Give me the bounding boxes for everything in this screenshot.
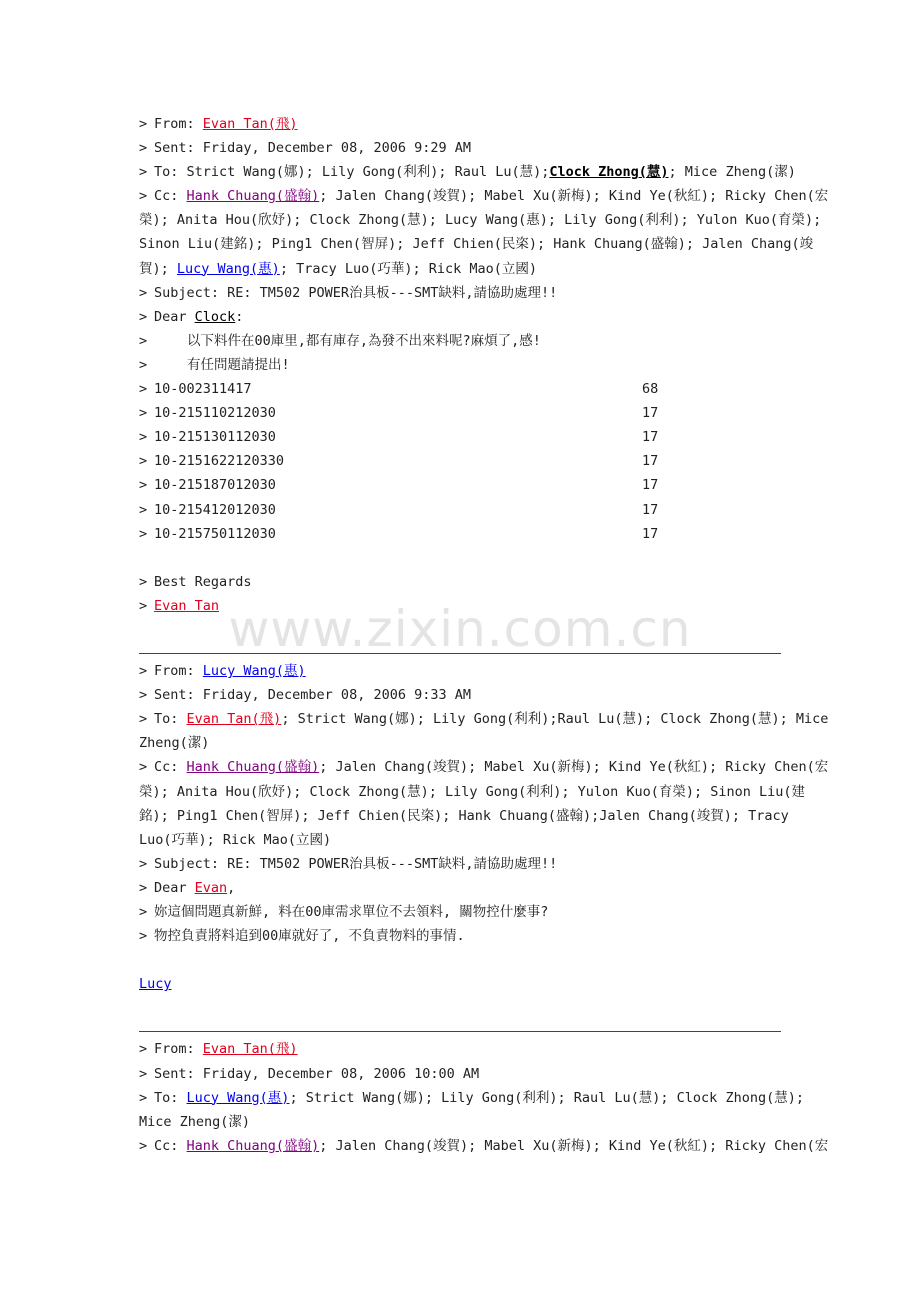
email1-body-line: > 以下料件在00庫里,都有庫存,為發不出來料呢?麻煩了,感! — [139, 332, 541, 349]
email1-regards-line: > Best Regards — [139, 573, 252, 590]
email1-cc-link2[interactable]: Lucy Wang(惠) — [176, 260, 280, 277]
watermark: www.zixin.com.cn — [228, 600, 692, 658]
email2-from-line: > From: Lucy Wang(惠) — [139, 663, 306, 680]
email3-from-line: > From: Evan Tan(飛) — [139, 1041, 298, 1058]
part-qty: 17 — [642, 405, 659, 422]
part-qty: 17 — [642, 525, 659, 542]
email1-to-line: > To: Strict Wang(娜); Lily Gong(利利); Raul Lu(慧);Clock Zhong(慧); Mice Zheng(潔) — [139, 164, 796, 181]
part-row: > 10-2151622120330 17 — [139, 449, 829, 473]
email3-sent-line: > Sent: Friday, December 08, 2006 10:00 AM — [139, 1065, 480, 1082]
email1-to-link[interactable]: Clock Zhong(慧) — [549, 164, 669, 181]
part-row: > 10-215130112030 17 — [139, 425, 829, 449]
part-number: 10-215412012030 — [154, 501, 276, 518]
email2-to-line: > To: Evan Tan(飛); Strict Wang(娜); Lily Gong(利利);Raul Lu(慧); Clock Zhong(慧); Mice Zheng(潔) — [139, 711, 829, 752]
email2-subject-line: > Subject: RE: TM502 POWER治具板---SMT缺料,請協助處理!! — [139, 855, 558, 872]
part-row: > 10-215750112030 17 — [139, 522, 829, 546]
email3-to-link[interactable]: Lucy Wang(惠) — [186, 1089, 290, 1106]
part-qty: 17 — [642, 501, 659, 518]
part-number: 10-215750112030 — [154, 525, 276, 542]
email1-from-link[interactable]: Evan Tan(飛) — [202, 116, 298, 132]
part-number: 10-2151622120330 — [154, 453, 285, 470]
email2-to-link[interactable]: Evan Tan(飛) — [186, 711, 282, 728]
email1-cc-link[interactable]: Hank Chuang(盛翰) — [186, 188, 320, 205]
email2-body-line: > 物控負責將料追到00庫就好了, 不負責物料的事情. — [139, 928, 465, 945]
part-row: > 10-215412012030 17 — [139, 498, 829, 522]
email1-signature-line: > Evan Tan — [139, 597, 220, 614]
part-number: 10-215130112030 — [154, 429, 276, 446]
part-number: 10-215110212030 — [154, 405, 276, 422]
divider — [139, 653, 781, 654]
email-thread — [139, 112, 829, 1158]
part-number: 10-002311417 — [154, 381, 252, 398]
email1-cc-line: > Cc: Hank Chuang(盛翰); Jalen Chang(竣賀); Mabel Xu(新梅); Kind Ye(秋紅); Ricky Chen(宏榮); Anita Hou(欣妤); Clock Zhong(慧); Lucy Wang(惠); Lily Gong(利利); Yulon Kuo(育榮); Sinon Liu(建銘); Ping1 Chen(智屏); Jeff Chien(民栥); Hank Chuang(盛翰); Jalen Chang(竣賀); Lucy Wang(惠); Tracy Luo(巧華); Rick Mao(立國) — [139, 188, 829, 277]
email1-dear-link[interactable]: Clock — [194, 308, 236, 325]
email3-cc-line: > Cc: Hank Chuang(盛翰); Jalen Chang(竣賀); Mabel Xu(新梅); Kind Ye(秋紅); Ricky Chen(宏 — [139, 1137, 829, 1154]
email1-dear-line: > Dear Clock: — [139, 308, 244, 325]
part-qty: 68 — [642, 381, 659, 398]
email3-to-line: > To: Lucy Wang(惠); Strict Wang(娜); Lily Gong(利利); Raul Lu(慧); Clock Zhong(慧); Mice Zheng(潔) — [139, 1089, 804, 1130]
email2-signature-line — [139, 972, 829, 996]
part-row: > 10-215187012030 17 — [139, 473, 829, 497]
part-qty: 17 — [642, 477, 659, 494]
email3-from-link[interactable]: Evan Tan(飛) — [202, 1041, 298, 1058]
email2-body-line: > 妳這個問題真新鮮, 料在00庫需求單位不去領料, 關物控什麼事? — [139, 904, 549, 920]
part-number: 10-215187012030 — [154, 477, 276, 494]
part-qty: 17 — [642, 429, 659, 446]
email2-cc-line: > Cc: Hank Chuang(盛翰); Jalen Chang(竣賀); Mabel Xu(新梅); Kind Ye(秋紅); Ricky Chen(宏榮); Anita Hou(欣妤); Clock Zhong(慧); Lily Gong(利利); Yulon Kuo(育榮); Sinon Liu(建銘); Ping1 Chen(智屏); Jeff Chien(民栥); Hank Chuang(盛翰);Jalen Chang(竣賀); Tracy Luo(巧華); Rick Mao(立國) — [139, 759, 829, 848]
part-row: > 10-215110212030 17 — [139, 401, 829, 425]
email2-cc-link[interactable]: Hank Chuang(盛翰) — [186, 759, 320, 776]
part-qty: 17 — [642, 453, 659, 470]
email1-subject-line: > Subject: RE: TM502 POWER治具板---SMT缺料,請協助處理!! — [139, 284, 558, 301]
email3-cc-link[interactable]: Hank Chuang(盛翰) — [186, 1137, 320, 1154]
parts-list — [139, 377, 829, 546]
email2-dear-link[interactable]: Evan — [194, 879, 228, 896]
email1-body-line: > 有任問題請提出! — [139, 356, 290, 373]
email1-from-line: > From: Evan Tan(飛) — [139, 116, 298, 132]
email1-signature-link[interactable]: Evan Tan — [154, 597, 220, 614]
email2-dear-line: > Dear Evan, — [139, 879, 236, 896]
email2-sent-line: > Sent: Friday, December 08, 2006 9:33 AM — [139, 687, 471, 704]
email1-sent-line: > Sent: Friday, December 08, 2006 9:29 AM — [139, 140, 471, 157]
email2-from-link[interactable]: Lucy Wang(惠) — [202, 663, 306, 680]
email2-signature-link[interactable]: Lucy — [139, 976, 172, 993]
part-row: > 10-002311417 68 — [139, 377, 829, 401]
divider — [139, 1031, 781, 1032]
